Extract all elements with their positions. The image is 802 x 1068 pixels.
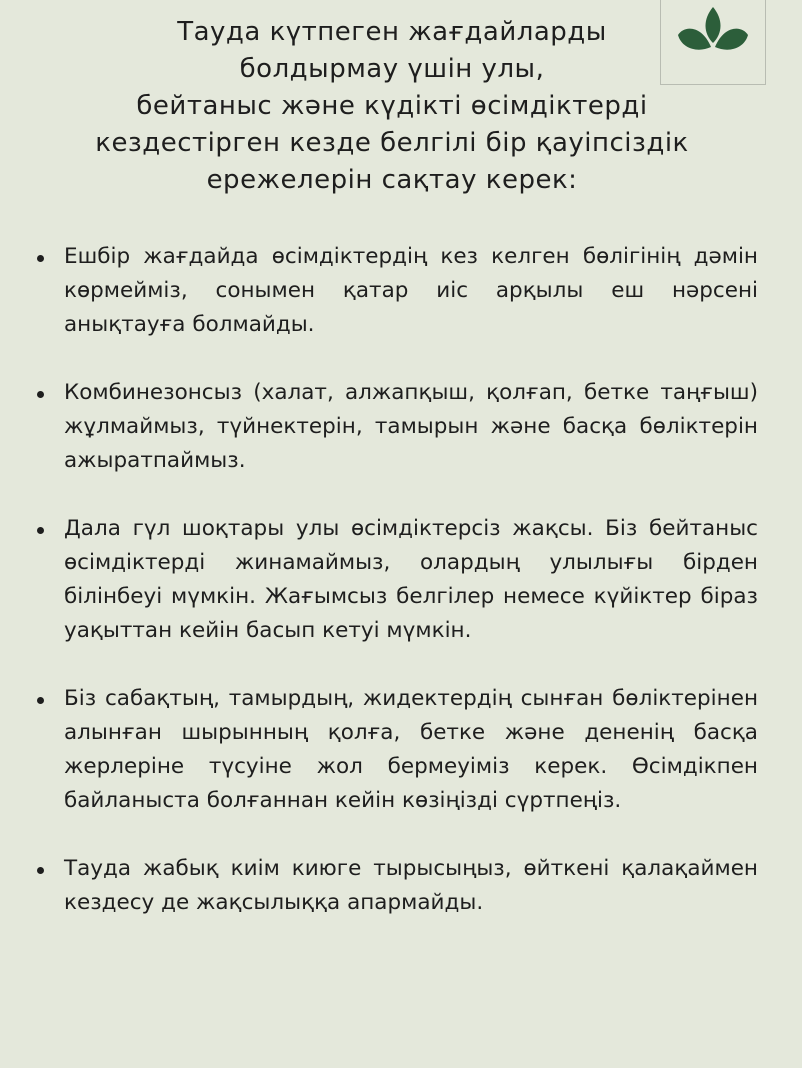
title-line: болдырмау үшін улы, <box>239 54 545 84</box>
title-line: ережелерін сақтау керек: <box>206 165 578 195</box>
title-line: кездестірген кезде белгілі бір қауіпсіздік <box>95 128 689 158</box>
page-title <box>40 14 744 199</box>
rule-text: Біз сабақтың, тамырдың, жидектердің сынған бөліктерінен алынған шырынның қолға, бетке және дененің басқа жерлеріне түсуіне жол бермеуіміз керек. Өсімдікпен байланыста болғаннан кейін көзіңізді сүртпеңіз. <box>64 686 758 813</box>
title-line: бейтаныс және күдікті өсімдіктерді <box>136 91 648 121</box>
list-item <box>0 240 758 342</box>
rule-text: Тауда жабық киім киюге тырысыңыз, өйткені қалақаймен кездесу де жақсылыққа апармайды. <box>64 856 758 915</box>
bullet-icon <box>37 697 44 704</box>
bullet-icon <box>37 391 44 398</box>
list-item <box>0 512 758 648</box>
rule-text: Комбинезонсыз (халат, алжапқыш, қолғап, бетке таңғыш) жұлмаймыз, түйнектерін, тамырын және басқа бөліктерін ажыратпаймыз. <box>64 380 758 473</box>
list-item <box>0 376 758 478</box>
list-item <box>0 682 758 818</box>
bullet-icon <box>37 255 44 262</box>
rule-text: Ешбір жағдайда өсімдіктердің кез келген бөлігінің дәмін көрмейміз, сонымен қатар иіс арқылы еш нәрсені анықтауға болмайды. <box>64 244 758 337</box>
title-line: Тауда күтпеген жағдайларды <box>177 17 607 47</box>
safety-rules-list <box>0 240 802 954</box>
bullet-icon <box>37 867 44 874</box>
bullet-icon <box>37 527 44 534</box>
list-item <box>0 852 758 920</box>
rule-text: Дала гүл шоқтары улы өсімдіктерсіз жақсы. Біз бейтаныс өсімдіктерді жинамаймыз, олардың улылығы бірден білінбеуі мүмкін. Жағымсыз белгілер немесе күйіктер біраз уақыттан кейін басып кетуі мүмкін. <box>64 516 758 643</box>
